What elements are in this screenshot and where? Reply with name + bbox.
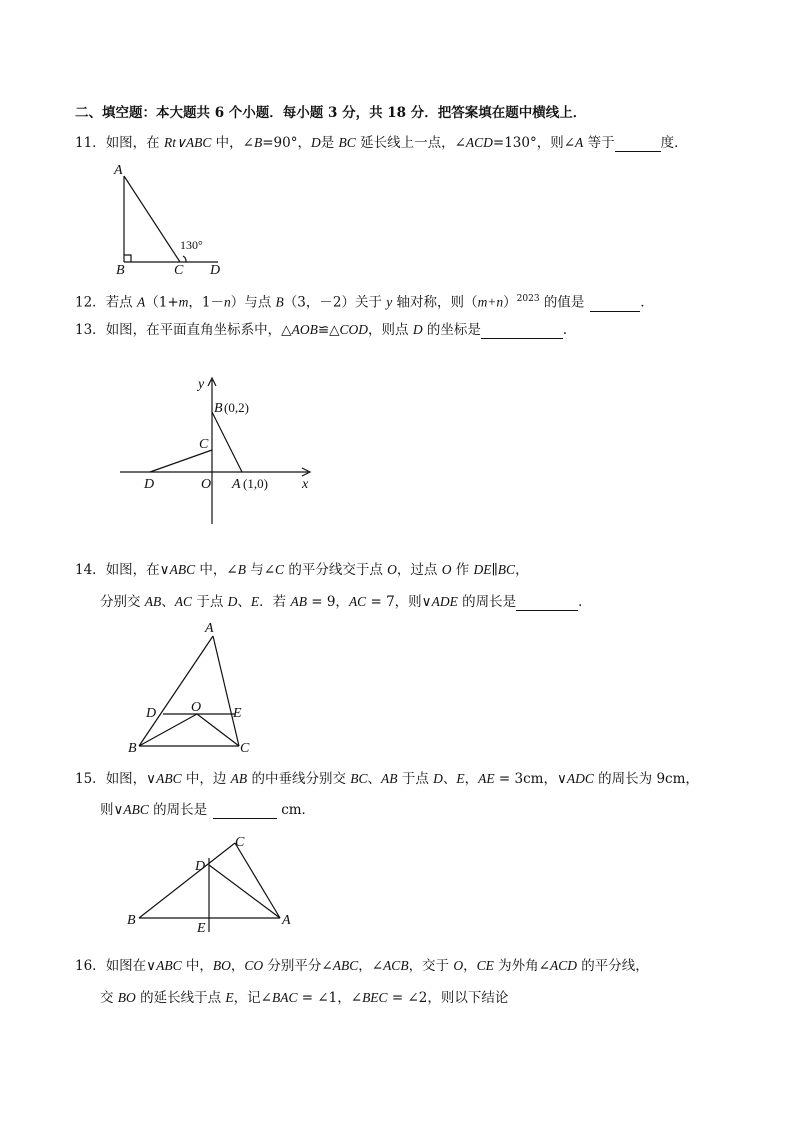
segment-cd (150, 450, 212, 472)
text: 分别交 (100, 594, 145, 610)
text: = 9， (306, 594, 349, 610)
segment-ba (212, 412, 242, 472)
label-c: C (174, 263, 184, 278)
math: O (387, 562, 397, 577)
text: 、 (367, 771, 382, 787)
text: 如图，在平面直角坐标系中，△ (105, 322, 292, 338)
text: 是 (320, 135, 339, 151)
text: = 7，则∨ (366, 594, 432, 610)
math: D (433, 771, 443, 786)
math: B (275, 294, 284, 310)
text: 作 (451, 562, 474, 578)
label-a: A (232, 477, 241, 492)
text: 的值是 (539, 294, 585, 311)
math: O (453, 958, 464, 973)
math: AC (174, 594, 193, 609)
y-axis-label: y (198, 377, 205, 392)
text: 的平分线， (576, 958, 649, 974)
text: 为外角∠ (493, 958, 550, 974)
question-16-line-1 (75, 957, 649, 975)
exponent: 2023 (516, 294, 540, 304)
question-number: 13． (75, 322, 106, 338)
question-number: 16． (75, 958, 106, 974)
question-15-line-2 (100, 801, 315, 819)
math: CO (244, 958, 264, 973)
math: ACB (383, 958, 409, 973)
answer-blank[interactable] (590, 297, 640, 312)
text: ，交于 (408, 958, 454, 974)
text: 等于 (583, 135, 615, 151)
label-o: O (191, 700, 202, 715)
math: ACD (465, 135, 493, 150)
math: BEC (362, 990, 388, 1005)
math: A (136, 294, 146, 310)
question-number: 12． (75, 294, 106, 311)
math: n (223, 294, 231, 310)
angle-label: 130° (180, 238, 203, 252)
segment-da (209, 865, 280, 918)
question-12 (75, 290, 654, 312)
segment-ab (139, 636, 213, 746)
text: 度． (660, 135, 688, 151)
math: ABC (332, 958, 359, 973)
math: AB (381, 771, 398, 786)
text: = ∠2，则以下结论 (387, 990, 509, 1006)
math: y (386, 294, 393, 310)
math: D (412, 322, 423, 337)
math: AB (144, 594, 162, 609)
math: ADC (566, 771, 594, 786)
text: ， (230, 958, 245, 974)
label-c: C (240, 741, 250, 756)
x-axis-label: x (302, 477, 309, 492)
text: 延长线上一点，∠ (355, 135, 466, 151)
text: 若点 (105, 294, 137, 311)
text: ，过点 (396, 562, 442, 578)
math: B (253, 135, 263, 150)
math: CE (476, 958, 494, 973)
label-a: A (205, 621, 214, 636)
math: ABC (156, 958, 182, 973)
math: A (575, 135, 584, 150)
segment-ac (124, 176, 180, 262)
question-number: 15． (75, 771, 106, 787)
text: 的平分线交于点 (284, 562, 388, 578)
label-d: D (146, 706, 157, 721)
question-15-line-1 (75, 770, 699, 788)
text: ．若 (259, 594, 291, 610)
text: =90°， (262, 135, 311, 151)
text: 如图，在 (105, 135, 164, 151)
text: = ∠1，∠ (297, 990, 363, 1006)
question-number: 11． (75, 135, 106, 151)
label-a-coords: (1,0) (243, 476, 268, 491)
text: = 3cm，∨ (494, 771, 567, 787)
angle-arc (183, 256, 186, 262)
math: AOB (291, 322, 318, 337)
math: D (310, 135, 321, 150)
text: ）与点 (230, 294, 276, 311)
right-angle-mark (124, 255, 131, 262)
math: ADE (431, 594, 458, 609)
text: 于点 (192, 594, 228, 610)
text: 的延长线于点 (135, 990, 226, 1006)
text: 于点 (397, 771, 434, 787)
math: AC (348, 594, 367, 609)
math: O (441, 562, 452, 577)
text: （1+ (145, 294, 179, 311)
label-e: E (233, 706, 242, 721)
label-d: D (144, 477, 155, 492)
text: 、 (442, 771, 457, 787)
label-d: D (210, 263, 221, 278)
math: DE (473, 562, 492, 577)
text: ，记∠ (233, 990, 272, 1006)
text: 如图，在∨ (105, 562, 170, 578)
text: ， (463, 958, 477, 974)
text: 的周长是 (457, 594, 517, 610)
figure-q11 (108, 160, 238, 280)
text: ，∠ (358, 958, 384, 974)
label-a: A (114, 163, 123, 178)
text: （3，－2）关于 (283, 294, 387, 311)
text: 的周长是 (148, 802, 208, 818)
text: 如图，∨ (105, 771, 157, 787)
text: 的周长为 9cm， (593, 771, 699, 787)
text: 中， (181, 958, 213, 974)
math: m+n (477, 294, 504, 310)
text: ， (464, 771, 479, 787)
math: BC (497, 562, 516, 577)
math: BO (212, 958, 231, 973)
math: B (237, 562, 246, 577)
math: Rt∨ABC (163, 135, 212, 150)
label-o: O (201, 477, 212, 492)
text: 则∨ (100, 802, 124, 818)
text: 如图在∨ (105, 958, 157, 974)
answer-blank[interactable] (481, 324, 563, 339)
math: ABC (123, 802, 149, 817)
answer-blank[interactable] (213, 804, 277, 819)
math: E (456, 771, 465, 786)
question-14-line-1 (75, 561, 529, 579)
text: 的中垂线分别交 (247, 771, 351, 787)
label-b: B (127, 913, 136, 928)
label-e: E (197, 921, 206, 936)
text: 交 (100, 990, 118, 1006)
math: E (225, 990, 234, 1005)
text: 分别平分∠ (263, 958, 333, 974)
answer-blank[interactable] (516, 596, 578, 611)
math: BC (350, 771, 368, 786)
math: AB (290, 594, 307, 609)
math: AE (478, 771, 495, 786)
label-c: C (199, 437, 209, 452)
math: AB (230, 771, 248, 786)
question-11 (75, 134, 688, 152)
text: ，1－ (188, 294, 224, 311)
text: 轴对称，则（ (392, 294, 478, 311)
math: m (178, 294, 189, 310)
math: C (275, 562, 285, 577)
question-13 (75, 321, 576, 339)
text: ，则点 (368, 322, 413, 338)
label-a: A (282, 913, 291, 928)
text: 中，∠ (195, 562, 238, 578)
math: BAC (271, 990, 298, 1005)
math: ABC (169, 562, 196, 577)
label-c: C (235, 835, 245, 850)
text: ． (578, 594, 592, 610)
question-16-line-2 (100, 989, 508, 1007)
question-14-line-2 (100, 593, 592, 611)
segment-bc (139, 843, 235, 918)
figure-q13 (120, 372, 320, 532)
question-number: 14． (75, 562, 106, 578)
text: 中，∠ (211, 135, 254, 151)
math: ACD (549, 958, 577, 973)
text: cm． (281, 802, 316, 818)
label-b: B (214, 401, 223, 416)
text: ≌△ (317, 322, 340, 338)
text: 中，边 (181, 771, 231, 787)
section-title: 二、填空题：本大题共 6 个小题．每小题 3 分，共 18 分．把答案填在题中横线上． (75, 105, 587, 121)
text: ． (562, 322, 577, 338)
text: =130°，则∠ (492, 135, 576, 151)
answer-blank[interactable] (615, 137, 661, 152)
math: ABC (156, 771, 182, 786)
math: COD (339, 322, 369, 337)
math: BO (117, 990, 136, 1005)
text: 的坐标是 (422, 322, 481, 338)
figure-q14 (125, 618, 265, 758)
text: 、 (161, 594, 175, 610)
label-b-coords: (0,2) (224, 400, 249, 415)
text: ． (640, 294, 654, 311)
text: 与∠ (245, 562, 276, 578)
segment-ca (235, 843, 280, 918)
math: BC (338, 135, 356, 150)
text: ， (515, 562, 529, 578)
math: E (250, 594, 260, 609)
label-d: D (195, 859, 206, 874)
figure-q15 (125, 828, 295, 938)
text: 、 (237, 594, 251, 610)
text: ） (503, 294, 517, 311)
label-b: B (128, 741, 137, 756)
label-b: B (116, 263, 125, 278)
math: D (227, 594, 238, 609)
text: ∥ (491, 562, 498, 578)
